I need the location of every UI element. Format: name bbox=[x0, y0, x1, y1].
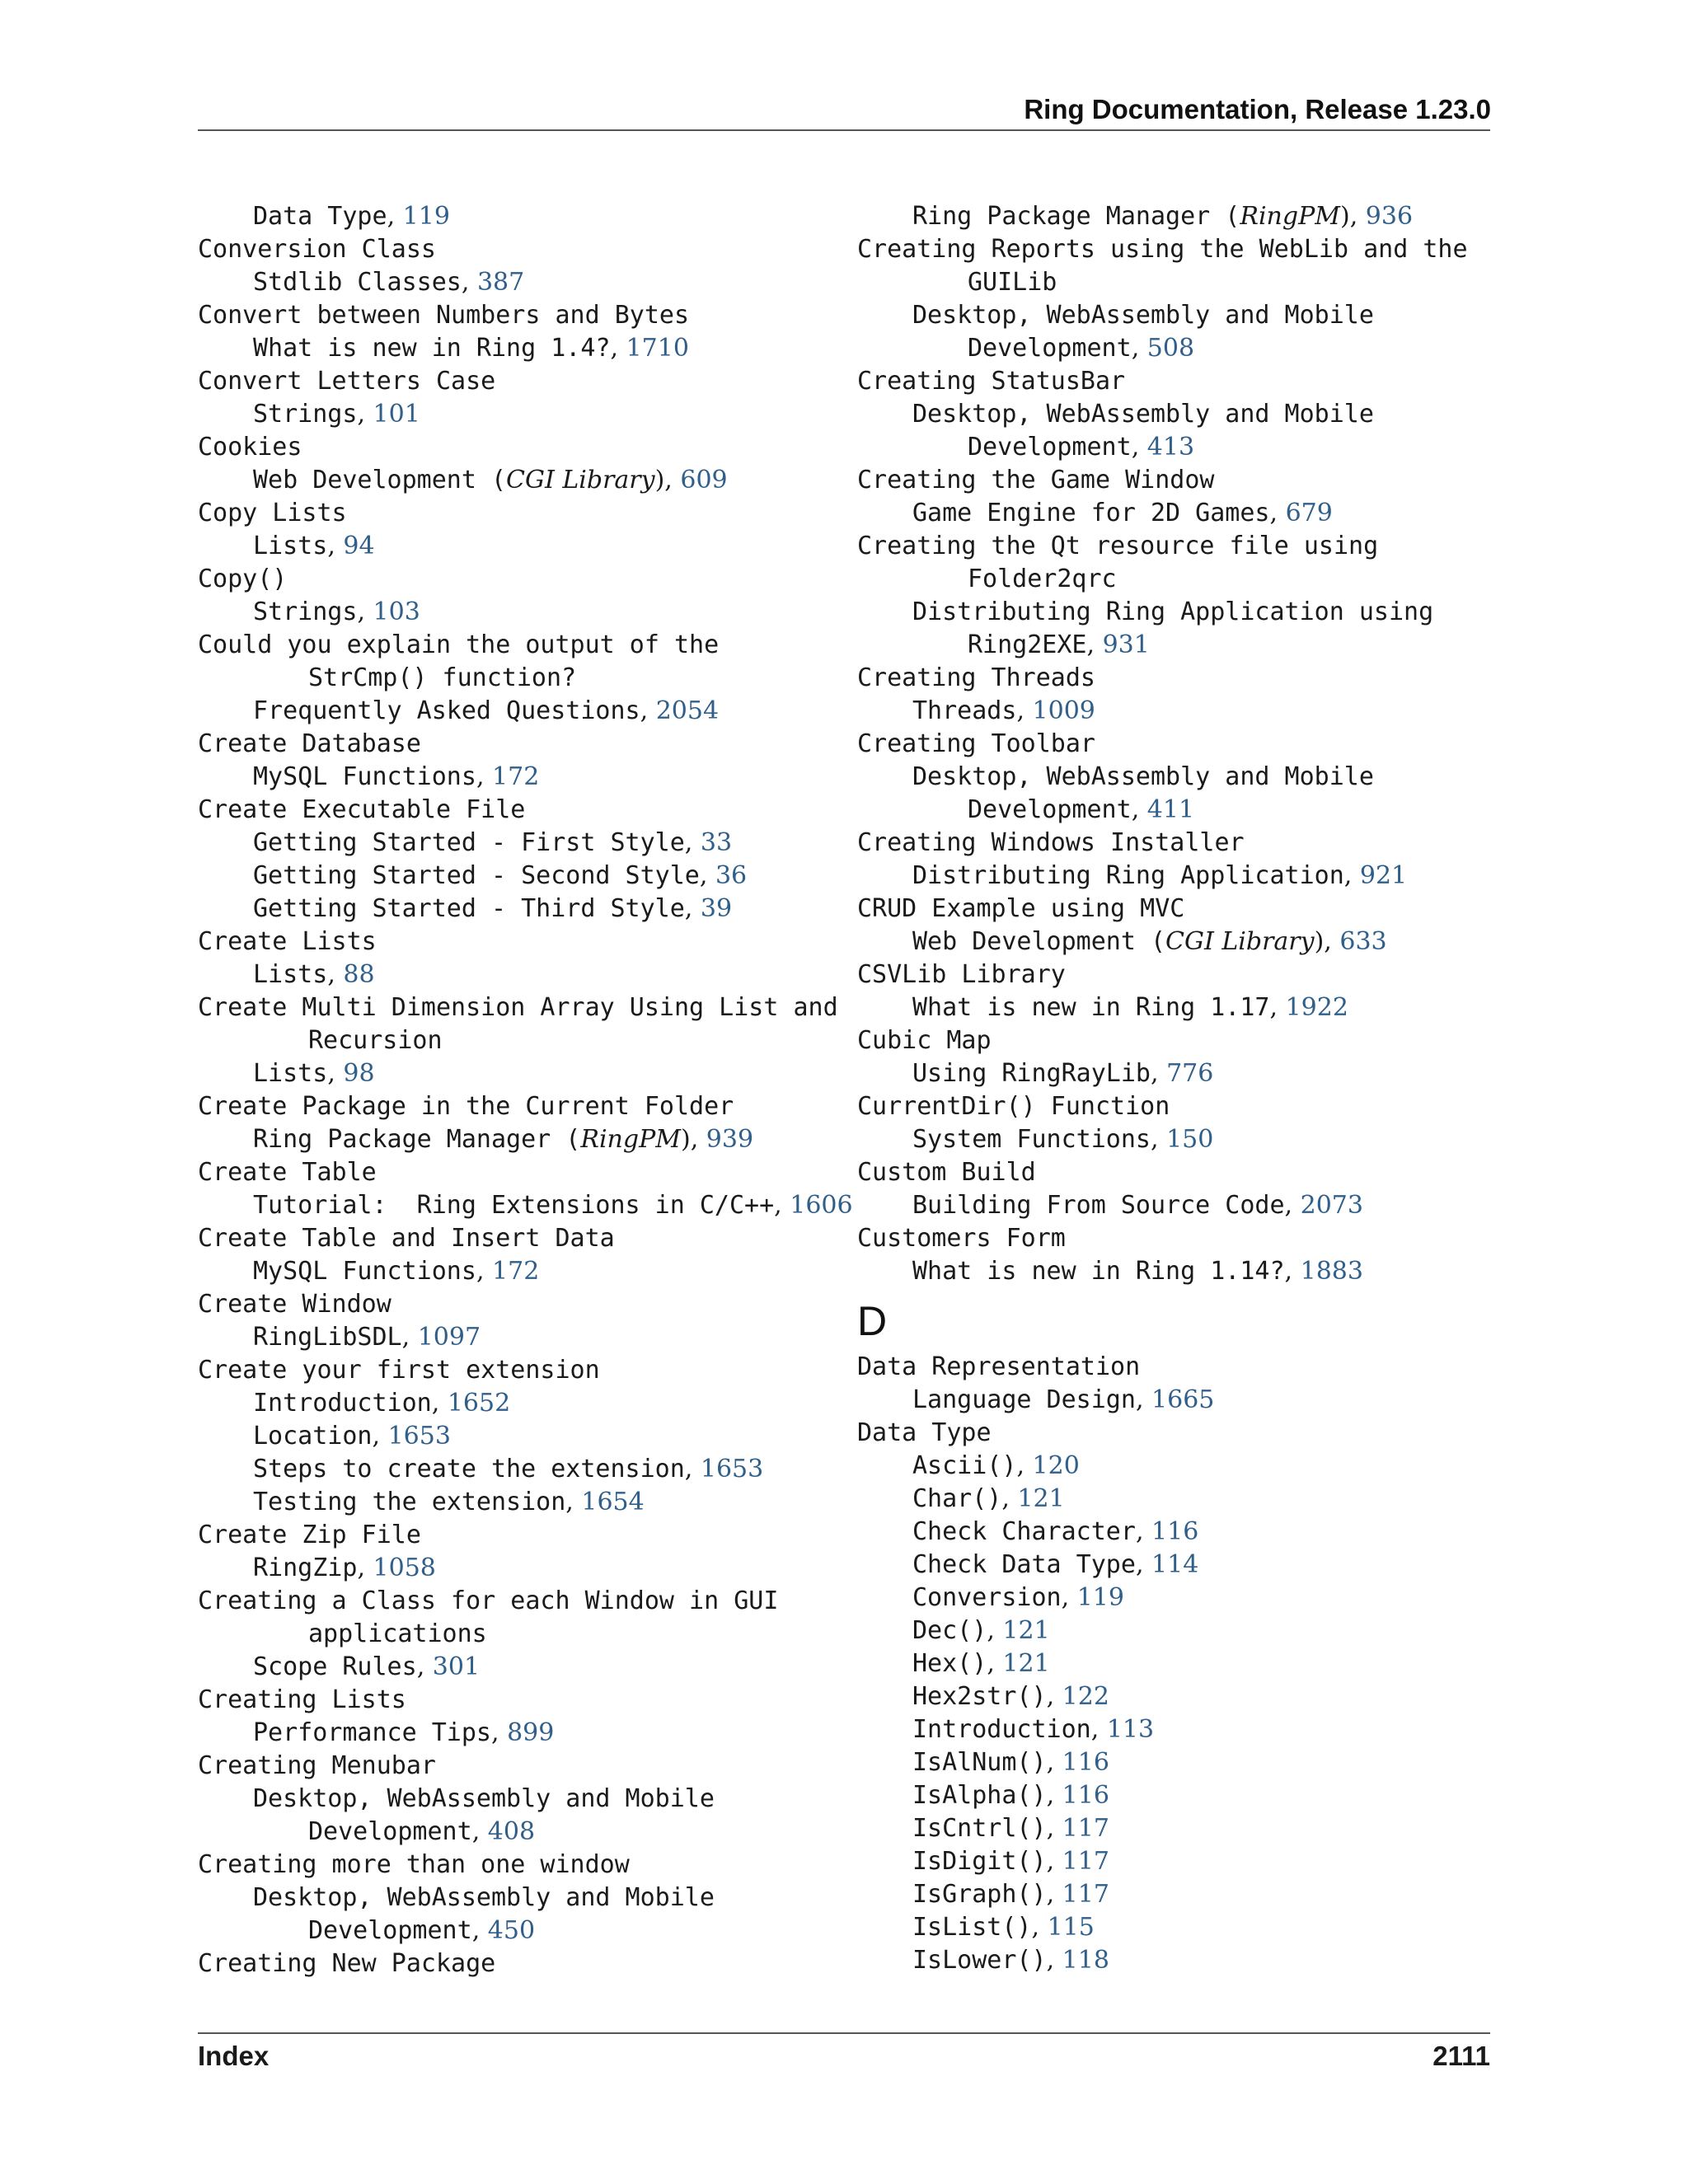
page-link[interactable]: 633 bbox=[1339, 927, 1387, 956]
index-subentry: Ascii(), 120 bbox=[912, 1451, 1080, 1480]
index-subentry: Hex2str(), 122 bbox=[912, 1682, 1109, 1711]
page-link[interactable]: 450 bbox=[487, 1916, 536, 1945]
index-subentry: Desktop, WebAssembly and Mobile bbox=[912, 301, 1374, 330]
page-link[interactable]: 1922 bbox=[1285, 993, 1348, 1022]
index-subentry-continuation: Development, 408 bbox=[308, 1817, 536, 1846]
index-entry: Create Zip File bbox=[198, 1521, 421, 1549]
index-subentry: Distributing Ring Application, 921 bbox=[912, 861, 1408, 890]
index-subentry: Getting Started - Second Style, 36 bbox=[253, 861, 748, 890]
index-entry: Customers Form bbox=[857, 1224, 1066, 1253]
index-subentry: MySQL Functions, 172 bbox=[253, 762, 540, 791]
index-entry: Creating the Game Window bbox=[857, 466, 1215, 494]
index-subentry: Hex(), 121 bbox=[912, 1649, 1050, 1678]
page-link[interactable]: 117 bbox=[1062, 1847, 1109, 1876]
page-number: 2111 bbox=[1432, 2041, 1490, 2071]
index-subentry: Building From Source Code, 2073 bbox=[912, 1191, 1363, 1220]
page-link[interactable]: 94 bbox=[343, 532, 375, 560]
index-entry: Data Type bbox=[857, 1418, 992, 1447]
index-subentry: IsAlNum(), 116 bbox=[912, 1748, 1109, 1777]
page-link[interactable]: 939 bbox=[706, 1125, 754, 1154]
page-link[interactable]: 2073 bbox=[1300, 1191, 1363, 1220]
index-subentry: Language Design, 1665 bbox=[912, 1385, 1215, 1414]
page-link[interactable]: 121 bbox=[1002, 1616, 1050, 1645]
index-entry: Copy() bbox=[198, 565, 288, 593]
page-link[interactable]: 1710 bbox=[626, 334, 689, 363]
index-entry: Create Lists bbox=[198, 927, 377, 956]
page-link[interactable]: 119 bbox=[402, 202, 450, 231]
index-entry: Could you explain the output of the bbox=[198, 630, 720, 659]
index-entry-continuation: StrCmp() function? bbox=[308, 663, 577, 692]
index-entry: Creating New Package bbox=[198, 1949, 496, 1978]
index-subentry-continuation: Development, 450 bbox=[308, 1916, 536, 1945]
index-subentry: Desktop, WebAssembly and Mobile bbox=[912, 400, 1374, 429]
index-entry-continuation: applications bbox=[308, 1619, 487, 1648]
index-subentry: Using RingRayLib, 776 bbox=[912, 1059, 1214, 1088]
index-entry: Cookies bbox=[198, 433, 302, 462]
index-entry: Create Multi Dimension Array Using List and bbox=[198, 993, 838, 1022]
index-entry: Create Table bbox=[198, 1158, 377, 1187]
index-column-right bbox=[857, 200, 1500, 1977]
index-subentry: System Functions, 150 bbox=[912, 1125, 1214, 1154]
index-entry: CRUD Example using MVC bbox=[857, 894, 1185, 923]
index-subentry: Threads, 1009 bbox=[912, 696, 1095, 725]
index-entry: Custom Build bbox=[857, 1158, 1036, 1187]
page-link[interactable]: 387 bbox=[476, 268, 525, 297]
page-link[interactable]: 301 bbox=[432, 1652, 481, 1681]
page-link[interactable]: 172 bbox=[492, 762, 540, 791]
index-subentry: Distributing Ring Application using bbox=[912, 598, 1434, 626]
header-rule bbox=[198, 129, 1490, 131]
index-entry: Create Package in the Current Folder bbox=[198, 1092, 734, 1121]
index-entry: Creating a Class for each Window in GUI bbox=[198, 1586, 779, 1615]
index-entry: Creating more than one window bbox=[198, 1850, 630, 1879]
index-subentry: Data Type, 119 bbox=[253, 202, 450, 231]
page-link[interactable]: 1654 bbox=[581, 1488, 645, 1516]
page-link[interactable]: 408 bbox=[487, 1817, 536, 1846]
index-entry-continuation: GUILib bbox=[968, 268, 1057, 297]
page-link[interactable]: 931 bbox=[1102, 630, 1150, 659]
index-subentry: Stdlib Classes, 387 bbox=[253, 268, 525, 297]
index-entry: Creating the Qt resource file using bbox=[857, 532, 1379, 560]
page-link[interactable]: 1606 bbox=[790, 1191, 853, 1220]
index-subentry: Desktop, WebAssembly and Mobile bbox=[253, 1883, 715, 1912]
index-subentry: Testing the extension, 1654 bbox=[253, 1488, 645, 1516]
page-link[interactable]: 1652 bbox=[447, 1389, 511, 1418]
page-link[interactable]: 39 bbox=[700, 894, 733, 923]
page-link[interactable]: 121 bbox=[1017, 1484, 1065, 1513]
page-link[interactable]: 413 bbox=[1146, 433, 1195, 462]
index-subentry: What is new in Ring 1.4?, 1710 bbox=[253, 334, 689, 363]
page-link[interactable]: 936 bbox=[1365, 202, 1414, 231]
page-link[interactable]: 113 bbox=[1106, 1715, 1155, 1744]
index-subentry: Frequently Asked Questions, 2054 bbox=[253, 696, 720, 725]
running-header-title: Ring Documentation, Release 1.23.0 bbox=[1024, 94, 1491, 124]
index-entry: Copy Lists bbox=[198, 499, 347, 527]
index-entry: Create Executable File bbox=[198, 795, 526, 824]
page-link[interactable]: 2054 bbox=[655, 696, 720, 725]
index-subentry: Performance Tips, 899 bbox=[253, 1718, 555, 1747]
page-link[interactable]: 1883 bbox=[1300, 1257, 1363, 1286]
page-link[interactable]: 98 bbox=[343, 1059, 375, 1088]
page-link[interactable]: 117 bbox=[1062, 1814, 1109, 1843]
page-link[interactable]: 679 bbox=[1285, 499, 1333, 527]
index-entry: Creating Toolbar bbox=[857, 729, 1095, 758]
index-subentry: IsCntrl(), 117 bbox=[912, 1814, 1109, 1843]
index-subentry: Desktop, WebAssembly and Mobile bbox=[912, 762, 1374, 791]
page-link[interactable]: 118 bbox=[1062, 1946, 1109, 1975]
index-subentry: RingLibSDL, 1097 bbox=[253, 1323, 481, 1352]
index-subentry-continuation: Development, 508 bbox=[968, 334, 1195, 363]
index-subentry: Web Development (CGI Library), 609 bbox=[253, 466, 728, 494]
index-subentry: Scope Rules, 301 bbox=[253, 1652, 481, 1681]
footer-section-label: Index bbox=[198, 2041, 270, 2071]
index-subentry: Check Character, 116 bbox=[912, 1517, 1199, 1546]
page-link[interactable]: 508 bbox=[1146, 334, 1195, 363]
index-subentry: Conversion, 119 bbox=[912, 1583, 1124, 1612]
index-entry: CurrentDir() Function bbox=[857, 1092, 1170, 1121]
page-link[interactable]: 609 bbox=[680, 466, 728, 494]
index-subentry: Ring Package Manager (RingPM), 939 bbox=[253, 1125, 754, 1154]
index-entry: Creating Menubar bbox=[198, 1751, 436, 1780]
index-subentry: Ring Package Manager (RingPM), 936 bbox=[912, 202, 1414, 231]
index-entry: Create Database bbox=[198, 729, 421, 758]
footer-rule bbox=[198, 2032, 1490, 2034]
page-link[interactable]: 899 bbox=[507, 1718, 555, 1747]
page-link[interactable]: 172 bbox=[492, 1257, 540, 1286]
index-subentry: IsDigit(), 117 bbox=[912, 1847, 1109, 1876]
index-subentry: IsLower(), 118 bbox=[912, 1946, 1109, 1975]
index-entry: Creating Threads bbox=[857, 663, 1095, 692]
index-entry: Convert between Numbers and Bytes bbox=[198, 301, 690, 330]
index-subentry: Lists, 94 bbox=[253, 532, 375, 560]
index-subentry: MySQL Functions, 172 bbox=[253, 1257, 540, 1286]
index-subentry-continuation: Development, 411 bbox=[968, 795, 1195, 824]
index-entry: Creating Lists bbox=[198, 1685, 406, 1714]
page-link[interactable]: 150 bbox=[1166, 1125, 1214, 1154]
page-link[interactable]: 117 bbox=[1062, 1880, 1109, 1909]
page-link[interactable]: 121 bbox=[1002, 1649, 1050, 1678]
index-subentry: Introduction, 1652 bbox=[253, 1389, 511, 1418]
index-subentry: Strings, 101 bbox=[253, 400, 420, 429]
index-entry: Conversion Class bbox=[198, 235, 436, 264]
index-entry: Convert Letters Case bbox=[198, 367, 496, 396]
index-subentry: Tutorial: Ring Extensions in C/C++, 1606 bbox=[253, 1191, 853, 1220]
index-entry: Cubic Map bbox=[857, 1026, 992, 1055]
page-link[interactable]: 116 bbox=[1062, 1748, 1109, 1777]
index-entry-continuation: Folder2qrc bbox=[968, 565, 1117, 593]
page-link[interactable]: 776 bbox=[1166, 1059, 1214, 1088]
index-subentry: Getting Started - First Style, 33 bbox=[253, 828, 733, 857]
page-link[interactable]: 114 bbox=[1151, 1550, 1199, 1579]
index-column-left bbox=[198, 200, 853, 1980]
index-subentry: What is new in Ring 1.17, 1922 bbox=[912, 993, 1348, 1022]
index-entry: Create your first extension bbox=[198, 1356, 600, 1385]
page-link[interactable]: 921 bbox=[1359, 861, 1408, 890]
index-subentry: RingZip, 1058 bbox=[253, 1554, 436, 1582]
page-link[interactable]: 36 bbox=[715, 861, 748, 890]
index-subentry: Game Engine for 2D Games, 679 bbox=[912, 499, 1333, 527]
index-entry-continuation: Recursion bbox=[308, 1026, 443, 1055]
page-link[interactable]: 88 bbox=[343, 960, 375, 989]
page-link[interactable]: 119 bbox=[1076, 1583, 1124, 1612]
index-subentry: IsList(), 115 bbox=[912, 1913, 1095, 1942]
index-entry: Creating Windows Installer bbox=[857, 828, 1245, 857]
index-subentry: Check Data Type, 114 bbox=[912, 1550, 1199, 1579]
page-link[interactable]: 33 bbox=[700, 828, 733, 857]
index-entry: Data Representation bbox=[857, 1352, 1141, 1381]
page-link[interactable]: 122 bbox=[1062, 1682, 1109, 1711]
index-subentry-continuation: Ring2EXE, 931 bbox=[968, 630, 1150, 659]
index-subentry: Desktop, WebAssembly and Mobile bbox=[253, 1784, 715, 1813]
index-subentry: Getting Started - Third Style, 39 bbox=[253, 894, 733, 923]
page-link[interactable]: 1009 bbox=[1032, 696, 1095, 725]
index-subentry: Location, 1653 bbox=[253, 1422, 451, 1451]
index-subentry-continuation: Development, 413 bbox=[968, 433, 1195, 462]
index-entry: Create Window bbox=[198, 1290, 392, 1319]
index-subentry: Introduction, 113 bbox=[912, 1715, 1155, 1744]
page-link[interactable]: 1665 bbox=[1151, 1385, 1215, 1414]
index-entry: Create Table and Insert Data bbox=[198, 1224, 615, 1253]
page-link[interactable]: 1653 bbox=[387, 1422, 451, 1451]
page-link[interactable]: 115 bbox=[1047, 1913, 1095, 1942]
page-link[interactable]: 103 bbox=[373, 598, 420, 626]
index-subentry: Dec(), 121 bbox=[912, 1616, 1050, 1645]
page-link[interactable]: 116 bbox=[1062, 1781, 1109, 1810]
index-subentry: What is new in Ring 1.14?, 1883 bbox=[912, 1257, 1363, 1286]
page-link[interactable]: 1058 bbox=[373, 1554, 436, 1582]
index-subentry: IsGraph(), 117 bbox=[912, 1880, 1109, 1909]
index-subentry: Strings, 103 bbox=[253, 598, 420, 626]
index-subentry: IsAlpha(), 116 bbox=[912, 1781, 1109, 1810]
index-entry: CSVLib Library bbox=[857, 960, 1066, 989]
page-link[interactable]: 116 bbox=[1151, 1517, 1199, 1546]
index-entry: Creating StatusBar bbox=[857, 367, 1126, 396]
page-link[interactable]: 120 bbox=[1032, 1451, 1080, 1480]
page-link[interactable]: 101 bbox=[373, 400, 420, 429]
section-heading-d: D bbox=[857, 1298, 888, 1344]
index-subentry: Char(), 121 bbox=[912, 1484, 1065, 1513]
index-subentry: Lists, 88 bbox=[253, 960, 375, 989]
index-subentry: Web Development (CGI Library), 633 bbox=[912, 927, 1387, 956]
page-link[interactable]: 1653 bbox=[700, 1455, 764, 1483]
page-link[interactable]: 411 bbox=[1146, 795, 1195, 824]
index-subentry: Lists, 98 bbox=[253, 1059, 375, 1088]
index-subentry: Steps to create the extension, 1653 bbox=[253, 1455, 764, 1483]
page-link[interactable]: 1097 bbox=[417, 1323, 481, 1352]
index-entry: Creating Reports using the WebLib and the bbox=[857, 235, 1468, 264]
